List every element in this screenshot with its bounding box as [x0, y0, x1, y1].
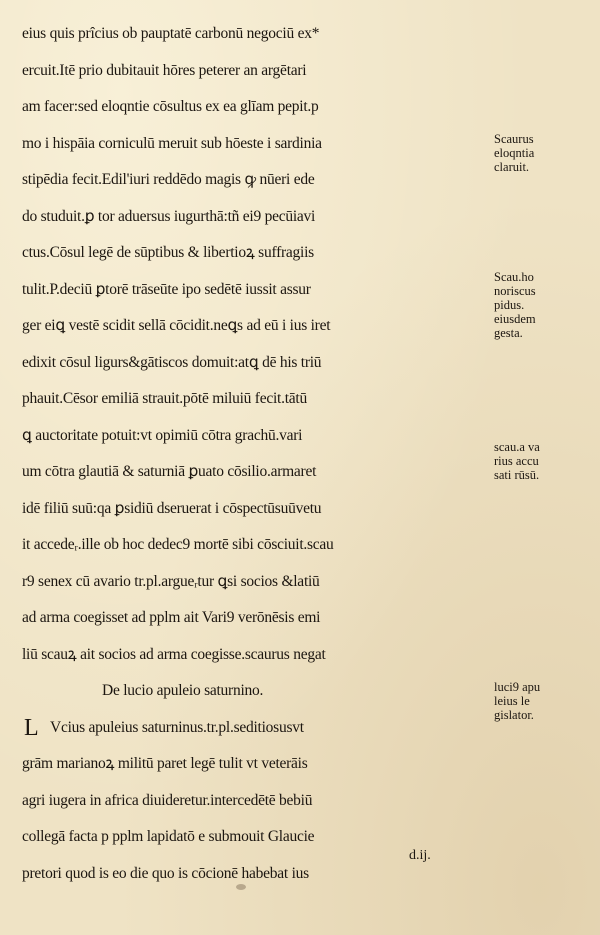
text-line: agri iugera in africa diuideretur.intercedētē bebiū: [22, 791, 313, 809]
section-heading: De lucio apuleio saturnino.: [102, 682, 264, 699]
marginal-line: Scaurus: [494, 132, 534, 146]
signature-mark: d.ij.: [409, 848, 431, 863]
initial-letter: L: [24, 714, 39, 741]
text-line: ger eiꝗ vestē scidit sellā cōcidit.neꝗs ad eū i ius iret: [22, 317, 331, 334]
text-line-with-initial: [22, 710, 502, 747]
text-line: r9 senex cū avario tr.pl.argueᵣtur ꝗsi socios &latiū: [22, 572, 320, 590]
marginal-line: noriscus: [494, 284, 536, 298]
text-line: ad arma coegisset ad pplm ait Vari9 verōnēsis emi: [22, 609, 321, 626]
marginal-line: gislator.: [494, 708, 534, 722]
marginal-line: sati rūsū.: [494, 468, 540, 482]
marginal-line: eloqntia: [494, 146, 535, 160]
ink-smudge: [236, 884, 246, 890]
main-text-block: [22, 16, 502, 892]
text-line: Vcius apuleius saturninus.tr.pl.seditiosusvt: [50, 718, 304, 736]
marginal-line: leius le: [494, 694, 530, 708]
marginal-note: [494, 440, 598, 482]
marginal-line: eiusdem: [494, 312, 536, 326]
marginal-line: rius accu: [494, 454, 539, 468]
text-line: edixit cōsul ligurs&gātiscos domuit:atꝗ dē his triū: [22, 353, 322, 371]
text-line: phauit.Cēsor emiliā strauit.pōtē miluiū fecit.tātū: [22, 390, 307, 407]
text-line: liū scauꝝ ait socios ad arma coegisse.scaurus negat: [22, 645, 326, 663]
text-line: ctus.Cōsul legē de sūptibus & libertioꝝ suffragiis: [22, 244, 314, 261]
text-line: ꝗ auctoritate potuit:vt opimiū cōtra grachū.vari: [22, 426, 303, 444]
text-line: mo i hispāia corniculū meruit sub hōeste i sardinia: [22, 134, 322, 152]
marginal-line: Scau.ho: [494, 270, 534, 284]
marginal-line: pidus.: [494, 298, 525, 312]
marginal-line: luci9 apu: [494, 680, 541, 694]
text-line: tulit.P.deciū ꝑtorē trāseūte ipo sedētē iussit assur: [22, 280, 311, 298]
marginal-line: scau.a va: [494, 440, 540, 454]
text-line: do studuit.ꝑ tor aduersus iugurthā:tñ ei9 pecūiavi: [22, 207, 316, 225]
text-line: grām marianoꝝ militū paret legē tulit vt veterāis: [22, 755, 308, 772]
marginal-line: gesta.: [494, 326, 523, 340]
text-line: eius quis prîcius ob pauptatē carbonū negociū ex*: [22, 25, 320, 42]
marginal-note: [494, 132, 598, 174]
text-line: stipēdia fecit.Edil'iuri reddēdo magis ꝙ nūeri ede: [22, 171, 315, 188]
text-line: pretori quod is eo die quo is cōcionē habebat ius: [22, 864, 309, 882]
marginal-note: [494, 680, 598, 722]
text-line: collegā facta p pplm lapidatō e submouit Glaucie: [22, 828, 315, 845]
text-line: it accedeᵣ.ille ob hoc dedec9 mortē sibi cōsciuit.scau: [22, 536, 334, 553]
text-line: am facer:sed eloqntie cōsultus ex ea glīam pepit.p: [22, 98, 319, 115]
marginal-note: [494, 270, 598, 340]
text-line: idē filiū suū:qa ꝑsidiū dseruerat i cōspectūsuūvetu: [22, 499, 322, 517]
text-line: ercuit.Itē prio dubitauit hōres peterer an argētari: [22, 61, 307, 79]
text-line: um cōtra glautiā & saturniā ꝑuato cōsilio.armaret: [22, 463, 317, 480]
marginal-line: claruit.: [494, 160, 530, 174]
